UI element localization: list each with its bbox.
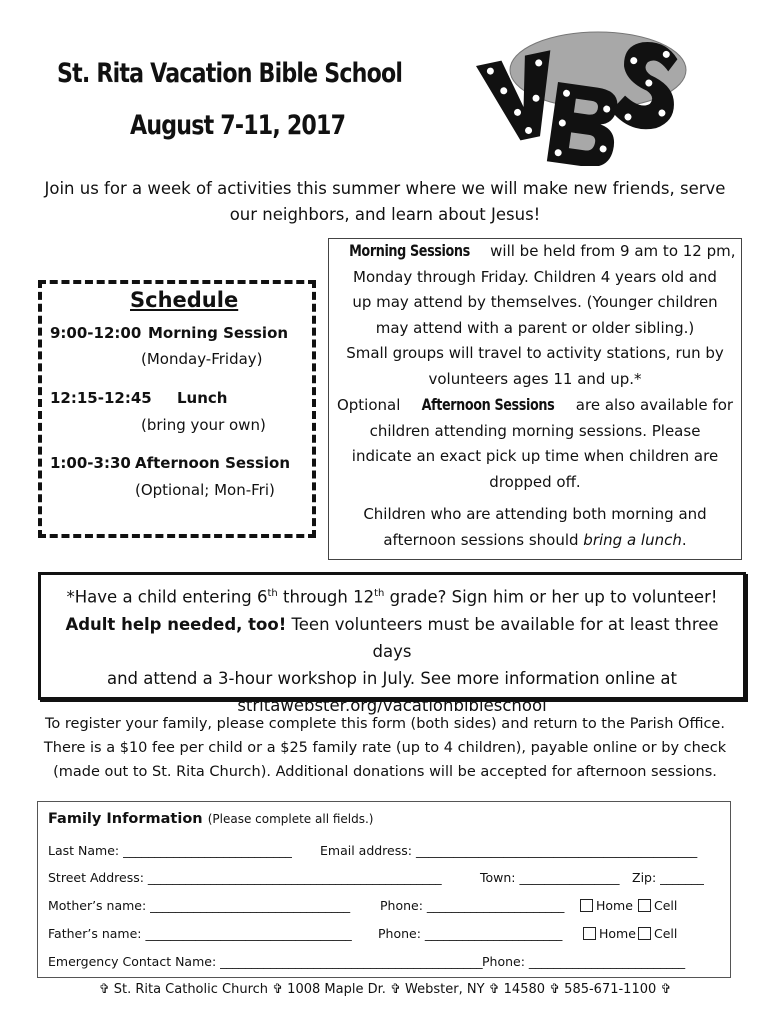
family-info-heading-row (48, 808, 373, 827)
sessions-line-b1: children attending morning sessions. Please (369, 421, 701, 440)
footer-address: ✞ St. Rita Catholic Church ✞ 1008 Maple Dr. ✞ Webster, NY ✞ 14580 ✞ 585-671-1100 ✞ (98, 982, 672, 997)
morning-sessions-line: Morning Sessions will be held from 9 am to 12 pm, (334, 238, 736, 265)
volunteer-text (44, 580, 740, 719)
schedule-time-2: 12:15-12:45 (50, 389, 152, 407)
mother-cell-checkbox[interactable]: Cell (638, 898, 677, 913)
father-cell-checkbox[interactable]: Cell (638, 926, 677, 941)
volunteer-line-1: *Have a child entering 6th through 12th grade? Sign him or her up to volunteer! (66, 587, 718, 607)
schedule-name-2: Lunch (177, 389, 228, 407)
emergency-phone-field[interactable]: Phone: _________________________ (482, 954, 686, 969)
schedule-note-3: (Optional; Mon-Fri) (135, 481, 275, 499)
volunteer-link[interactable]: stritawebster.org/vacationbibleschool (237, 695, 547, 715)
checkbox-icon (580, 899, 593, 912)
intro-line-2: our neighbors, and learn about Jesus! (229, 205, 541, 224)
last-name-field[interactable]: Last Name: ___________________________ (48, 843, 292, 858)
schedule-time-3: 1:00-3:30 (50, 454, 131, 472)
volunteer-line-3: and attend a 3-hour workshop in July. See more information online at (106, 668, 678, 688)
schedule-name-1: Morning Session (148, 324, 289, 342)
schedule-note-1: (Monday-Friday) (141, 350, 263, 368)
intro-line-1: Join us for a week of activities this summer where we will make new friends, serve (44, 179, 726, 198)
sessions-line-a5: volunteers ages 11 and up.* (428, 369, 642, 388)
sessions-line-b3: dropped off. (489, 472, 581, 491)
schedule-box (38, 280, 316, 538)
street-address-field[interactable]: Street Address: _______________________________________________ (48, 870, 442, 885)
family-info-heading: Family Information (48, 811, 203, 827)
sessions-line-a4: Small groups will travel to activity stations, run by (346, 344, 724, 362)
registration-text: To register your family, please complete this form (both sides) and return to the Parish Office. There is a $10 fee per child or a $25 family rate (up to 4 children), payable online or by check (made out to St. Rita Church). Additional donations will be accepted for afternoon sessions. (43, 716, 727, 780)
zip-field[interactable]: Zip: _______ (632, 870, 704, 885)
intro-text (40, 176, 730, 228)
sessions-line-a1: Monday through Friday. Children 4 years old and (353, 267, 717, 286)
checkbox-icon (583, 927, 596, 940)
sessions-line-a2: up may attend by themselves. (Younger children (352, 293, 718, 311)
lunch-note: Children who are attending both morning and afternoon sessions should bring a lunch. (363, 505, 707, 549)
email-field[interactable]: Email address: _____________________________________________ (320, 843, 698, 858)
father-name-field[interactable]: Father’s name: _________________________________ (48, 926, 352, 941)
vbs-logo (466, 26, 698, 166)
mother-phone-field[interactable]: Phone: ______________________ (380, 898, 565, 913)
father-phone-field[interactable]: Phone: ______________________ (378, 926, 563, 941)
schedule-title: Schedule (130, 288, 239, 312)
family-info-box (37, 801, 731, 978)
father-home-checkbox[interactable]: Home (583, 926, 636, 941)
family-info-note: (Please complete all fields.) (207, 812, 374, 826)
sessions-text (334, 238, 736, 495)
afternoon-sessions-heading: Afternoon Sessions (421, 395, 555, 414)
sessions-line-b2: indicate an exact pick up time when children are (351, 447, 719, 465)
volunteer-line-2: Adult help needed, too! Teen volunteers must be available for at least three days (65, 614, 719, 661)
schedule-note-2: (bring your own) (141, 416, 266, 434)
afternoon-sessions-line: Optional Afternoon Sessions are also available for (334, 392, 736, 419)
checkbox-icon (638, 899, 651, 912)
mother-name-field[interactable]: Mother’s name: ________________________________ (48, 898, 351, 913)
schedule-name-3: Afternoon Session (135, 454, 291, 472)
town-field[interactable]: Town: ________________ (480, 870, 620, 885)
schedule-time-1: 9:00-12:00 (50, 324, 142, 342)
emergency-contact-field[interactable]: Emergency Contact Name: __________________________________________ (48, 954, 483, 969)
morning-sessions-heading: Morning Sessions (349, 241, 471, 260)
checkbox-icon (638, 927, 651, 940)
mother-home-checkbox[interactable]: Home (580, 898, 633, 913)
title-line-2: August 7-11, 2017 (130, 110, 346, 141)
title-line-1: St. Rita Vacation Bible School (57, 58, 403, 89)
sessions-line-a3: may attend with a parent or older sibling.) (375, 318, 695, 337)
